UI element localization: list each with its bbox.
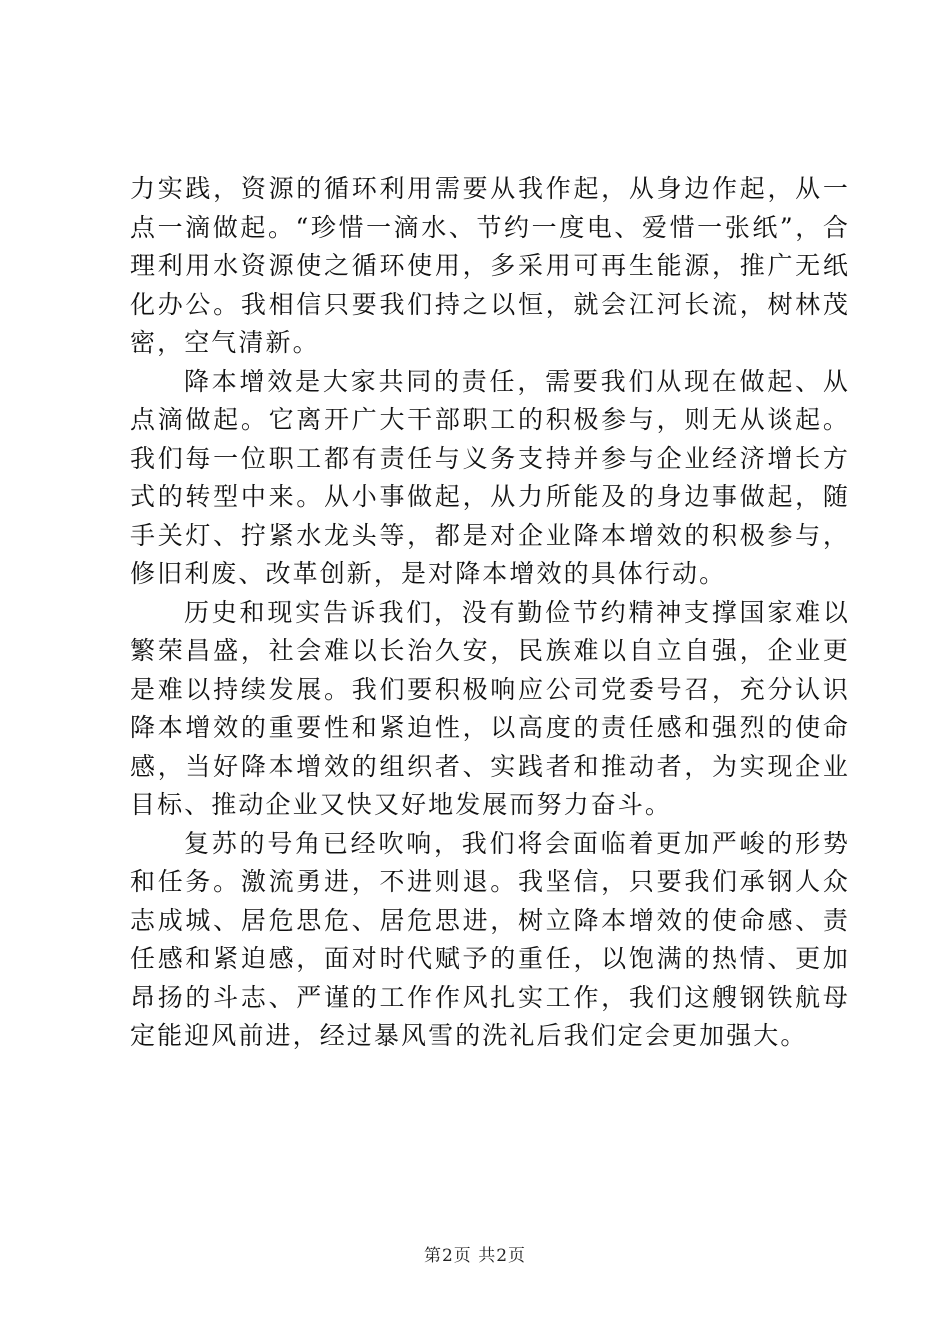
paragraph-cost-reduction-responsibility: 降本增效是大家共同的责任，需要我们从现在做起、从点滴做起。它离开广大干部职工的积极参与，则无从谈起。我们每一位职工都有责任与义务支持并参与企业经济增长方式的转型中来。从小事做起，从力所能及的身边事做起，随手关灯、拧紧水龙头等，都是对企业降本增效的积极参与，修旧利废、改革创新，是对降本增效的具体行动。 [130,366,850,588]
paragraph-history-and-reality: 历史和现实告诉我们，没有勤俭节约精神支撑国家难以繁荣昌盛，社会难以长治久安，民族难以自立自强，企业更是难以持续发展。我们要积极响应公司党委号召，充分认识降本增效的重要性和紧迫性，以高度的责任感和强烈的使命感，当好降本增效的组织者、实践者和推动者，为实现企业目标、推动企业又快又好地发展而努力奋斗。 [130,597,850,819]
body-text [130,170,850,1056]
paragraph-continuation: 力实践，资源的循环利用需要从我作起，从身边作起，从一点一滴做起。“珍惜一滴水、节约一度电、爱惜一张纸”，合理利用水资源使之循环使用，多采用可再生能源，推广无纸化办公。我相信只要我们持之以恒，就会江河长流，树林茂密，空气清新。 [130,174,850,357]
paragraph-recovery-horn: 复苏的号角已经吹响，我们将会面临着更加严峻的形势和任务。激流勇进，不进则退。我坚信，只要我们承钢人众志成城、居危思危、居危思进，树立降本增效的使命感、责任感和紧迫感，面对时代赋予的重任，以饱满的热情、更加昂扬的斗志、严谨的工作作风扎实工作，我们这艘钢铁航母定能迎风前进，经过暴风雪的洗礼后我们定会更加强大。 [130,828,850,1050]
page-number-footer: 第2页 共2页 [423,1246,527,1266]
